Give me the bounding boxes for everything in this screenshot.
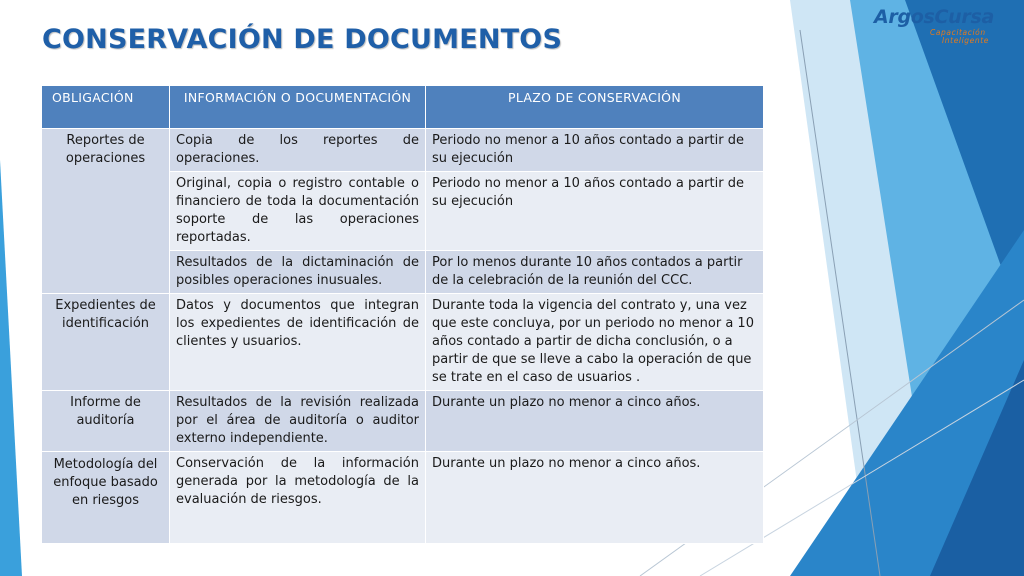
header-plazo: PLAZO DE CONSERVACIÓN	[426, 86, 764, 129]
logo-name: ArgosCursa	[874, 6, 995, 28]
table-header-row	[42, 86, 764, 129]
plazo-cell: Periodo no menor a 10 años contado a partir de su ejecución	[426, 129, 764, 172]
table-row	[42, 391, 764, 452]
obligacion-cell: Metodología del enfoque basado en riesgos	[42, 452, 170, 544]
plazo-cell: Durante un plazo no menor a cinco años.	[426, 391, 764, 452]
header-informacion: INFORMACIÓN O DOCUMENTACIÓN	[170, 86, 426, 129]
informacion-cell: Copia de los reportes de operaciones.	[170, 129, 426, 172]
table-row	[42, 452, 764, 544]
table-row	[42, 294, 764, 391]
logo-tagline-1: Capacitación	[930, 28, 986, 37]
plazo-cell: Durante toda la vigencia del contrato y, una vez que este concluya, por un periodo no menor a 10 años contado a partir de dicha conclusión, o a partir de que se lleve a cabo la operación de que se trate en el caso de usuarios .	[426, 294, 764, 391]
table-row	[42, 129, 764, 172]
logo-tagline-2: Inteligente	[942, 36, 989, 45]
plazo-cell: Durante un plazo no menor a cinco años.	[426, 452, 764, 544]
obligacion-cell: Informe de auditoría	[42, 391, 170, 452]
argoscursa-logo	[874, 6, 1022, 46]
plazo-cell: Periodo no menor a 10 años contado a partir de su ejecución	[426, 172, 764, 251]
header-obligacion: OBLIGACIÓN	[42, 86, 170, 129]
slide-title: CONSERVACIÓN DE DOCUMENTOS	[42, 24, 563, 55]
obligacion-cell: Expedientes de identificación	[42, 294, 170, 391]
informacion-cell: Resultados de la dictaminación de posibles operaciones inusuales.	[170, 251, 426, 294]
informacion-cell: Datos y documentos que integran los expedientes de identificación de clientes y usuarios.	[170, 294, 426, 391]
left-blue-wedge	[0, 160, 22, 576]
obligacion-cell: Reportes de operaciones	[42, 129, 170, 294]
informacion-cell: Original, copia o registro contable o financiero de toda la documentación soporte de las operaciones reportadas.	[170, 172, 426, 251]
informacion-cell: Resultados de la revisión realizada por el área de auditoría o auditor externo independiente.	[170, 391, 426, 452]
conservation-table	[41, 85, 764, 544]
informacion-cell: Conservación de la información generada por la metodología de la evaluación de riesgos.	[170, 452, 426, 544]
plazo-cell: Por lo menos durante 10 años contados a partir de la celebración de la reunión del CCC.	[426, 251, 764, 294]
